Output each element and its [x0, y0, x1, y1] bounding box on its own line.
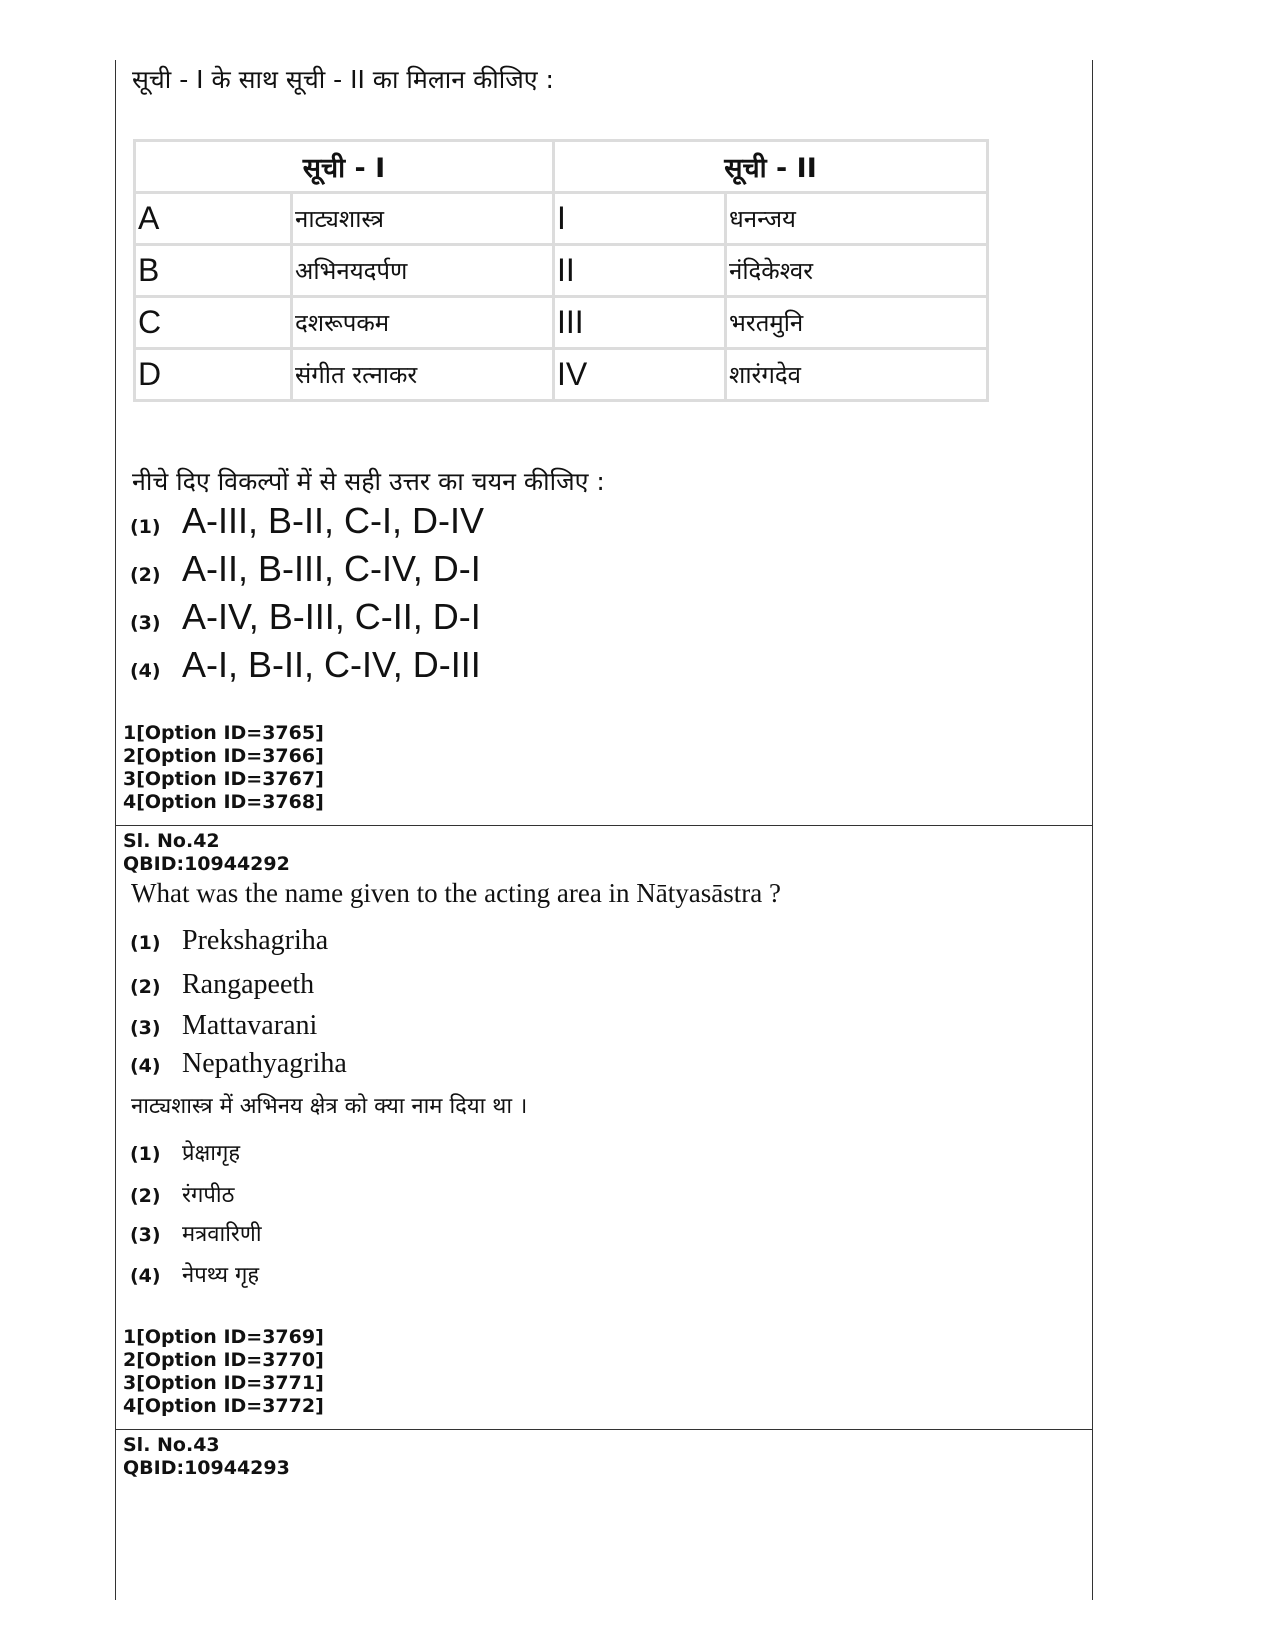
question-divider	[115, 1429, 1093, 1430]
question-meta	[123, 830, 290, 876]
option-number: (1)	[130, 516, 161, 538]
option-number: (2)	[130, 976, 161, 998]
row-roman: I	[554, 193, 726, 245]
option-number: (1)	[130, 932, 161, 954]
option-text: मत्रवारिणी	[182, 1222, 262, 1247]
row-letter: B	[135, 245, 292, 297]
list2-item: भरतमुनि	[726, 297, 988, 349]
page-border-right	[1092, 60, 1093, 1600]
option-text: रंगपीठ	[182, 1183, 235, 1208]
list2-item: शारंगदेव	[726, 349, 988, 401]
option-id: 3[Option ID=3767]	[123, 768, 324, 790]
list1-header: सूची - I	[135, 141, 554, 193]
qbid: QBID:10944292	[123, 853, 290, 875]
option-id-list	[123, 722, 324, 814]
choose-answer-instruction: नीचे दिए विकल्पों में से सही उत्तर का चयन कीजिए :	[132, 467, 605, 496]
answer-option	[130, 1137, 240, 1167]
row-roman: II	[554, 245, 726, 297]
question-divider	[115, 825, 1093, 826]
list2-item: नंदिकेश्वर	[726, 245, 988, 297]
option-text: प्रेक्षागृह	[182, 1141, 241, 1166]
question-text-en: What was the name given to the acting area in Nātyasāstra ?	[131, 878, 781, 908]
answer-option	[130, 1179, 234, 1209]
table-row	[135, 245, 988, 297]
answer-option	[130, 1218, 262, 1248]
list1-item: दशरूपकम	[292, 297, 554, 349]
table-row	[135, 297, 988, 349]
row-roman: IV	[554, 349, 726, 401]
option-text: नेपथ्य गृह	[182, 1263, 260, 1288]
list1-item: संगीत रत्नाकर	[292, 349, 554, 401]
list1-item: नाट्यशास्त्र	[292, 193, 554, 245]
option-text: A-I, B-II, C-IV, D-III	[182, 644, 481, 685]
match-table	[133, 139, 989, 402]
option-id: 1[Option ID=3769]	[123, 1326, 324, 1348]
option-number: (3)	[130, 1017, 161, 1039]
row-letter: A	[135, 193, 292, 245]
list2-header: सूची - II	[554, 141, 988, 193]
match-table-header	[135, 141, 988, 193]
option-id: 4[Option ID=3772]	[123, 1395, 324, 1417]
row-roman: III	[554, 297, 726, 349]
option-id: 1[Option ID=3765]	[123, 722, 324, 744]
row-letter: C	[135, 297, 292, 349]
option-text: Rangapeeth	[182, 969, 315, 1000]
option-id: 2[Option ID=3766]	[123, 745, 324, 767]
table-row	[135, 349, 988, 401]
answer-option	[130, 925, 328, 957]
option-text: Prekshagriha	[182, 925, 329, 956]
page-border-left	[115, 60, 116, 1600]
option-text: A-II, B-III, C-IV, D-I	[182, 548, 481, 589]
option-number: (3)	[130, 1224, 161, 1246]
option-text: Mattavarani	[182, 1010, 318, 1041]
list2-item: धनन्जय	[726, 193, 988, 245]
option-number: (4)	[130, 1265, 161, 1287]
answer-option	[130, 1259, 259, 1289]
answer-option	[130, 969, 314, 1001]
answer-option	[130, 548, 481, 590]
question-text-hi: नाट्यशास्त्र में अभिनय क्षेत्र को क्या नाम दिया था ।	[131, 1094, 528, 1119]
qbid: QBID:10944293	[123, 1457, 290, 1479]
option-id-list	[123, 1326, 324, 1418]
list1-item: अभिनयदर्पण	[292, 245, 554, 297]
answer-option	[130, 500, 484, 542]
option-number: (2)	[130, 1185, 161, 1207]
option-number: (2)	[130, 564, 161, 586]
table-row	[135, 193, 988, 245]
answer-option	[130, 644, 481, 686]
option-text: Nepathyagriha	[182, 1048, 347, 1079]
answer-option	[130, 1010, 317, 1042]
option-id: 3[Option ID=3771]	[123, 1372, 324, 1394]
option-number: (3)	[130, 612, 161, 634]
answer-option	[130, 596, 481, 638]
match-instruction: सूची - I के साथ सूची - II का मिलान कीजिए :	[132, 65, 554, 94]
answer-option	[130, 1048, 347, 1080]
option-id: 4[Option ID=3768]	[123, 791, 324, 813]
option-number: (4)	[130, 1055, 161, 1077]
serial-number: Sl. No.42	[123, 830, 220, 852]
option-number: (1)	[130, 1143, 161, 1165]
option-text: A-III, B-II, C-I, D-IV	[182, 500, 485, 541]
question-meta	[123, 1434, 290, 1480]
option-text: A-IV, B-III, C-II, D-I	[182, 596, 481, 637]
option-number: (4)	[130, 660, 161, 682]
serial-number: Sl. No.43	[123, 1434, 220, 1456]
row-letter: D	[135, 349, 292, 401]
option-id: 2[Option ID=3770]	[123, 1349, 324, 1371]
